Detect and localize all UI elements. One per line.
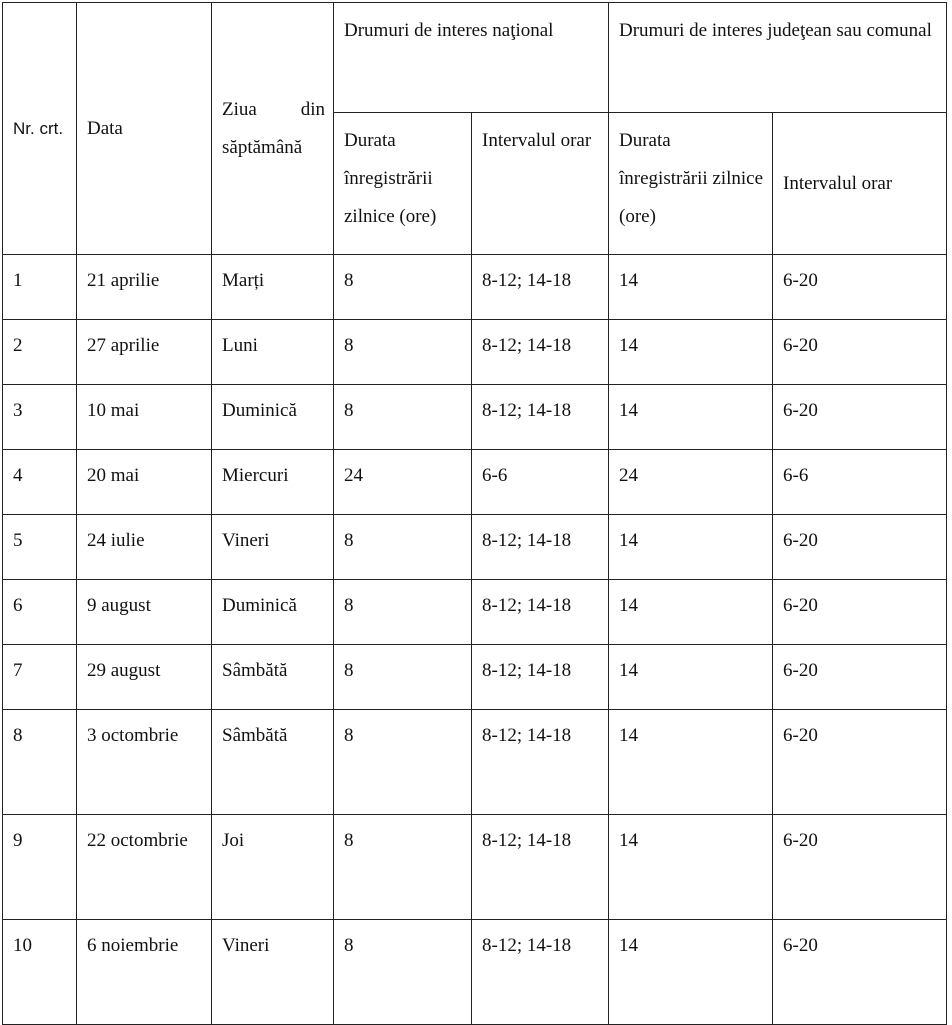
cell-dj-interval: 6-6 bbox=[773, 450, 947, 515]
header-dn-durata: Durata înregistrării zilnice (ore) bbox=[334, 113, 472, 255]
cell-nr: 4 bbox=[3, 450, 77, 515]
cell-dj-durata: 14 bbox=[609, 385, 773, 450]
header-group-judetean: Drumuri de interes judeţean sau comunal bbox=[609, 3, 947, 113]
cell-dn-interval: 8-12; 14-18 bbox=[472, 385, 609, 450]
cell-dn-durata: 8 bbox=[334, 920, 472, 1025]
cell-dj-interval: 6-20 bbox=[773, 710, 947, 815]
table-row bbox=[3, 385, 947, 450]
header-group-national: Drumuri de interes naţional bbox=[334, 3, 609, 113]
cell-dn-interval: 8-12; 14-18 bbox=[472, 515, 609, 580]
cell-data: 22 octombrie bbox=[77, 815, 212, 920]
cell-data: 9 august bbox=[77, 580, 212, 645]
cell-dj-durata: 14 bbox=[609, 815, 773, 920]
cell-dj-interval: 6-20 bbox=[773, 385, 947, 450]
table-row bbox=[3, 320, 947, 385]
cell-dj-durata: 14 bbox=[609, 580, 773, 645]
cell-dj-durata: 14 bbox=[609, 645, 773, 710]
cell-ziua: Sâmbătă bbox=[212, 645, 334, 710]
header-dn-interval: Intervalul orar bbox=[472, 113, 609, 255]
cell-dn-durata: 8 bbox=[334, 320, 472, 385]
table-row bbox=[3, 920, 947, 1025]
header-dj-durata: Durata înregistrării zilnice (ore) bbox=[609, 113, 773, 255]
cell-ziua: Miercuri bbox=[212, 450, 334, 515]
cell-dn-interval: 8-12; 14-18 bbox=[472, 255, 609, 320]
traffic-recording-schedule-table bbox=[2, 2, 947, 1025]
cell-dj-durata: 14 bbox=[609, 320, 773, 385]
cell-nr: 1 bbox=[3, 255, 77, 320]
cell-ziua: Duminică bbox=[212, 385, 334, 450]
table-row bbox=[3, 255, 947, 320]
cell-ziua: Joi bbox=[212, 815, 334, 920]
header-ziua: Ziua din săptămână bbox=[212, 3, 334, 255]
cell-ziua: Marți bbox=[212, 255, 334, 320]
cell-data: 20 mai bbox=[77, 450, 212, 515]
cell-dn-durata: 8 bbox=[334, 385, 472, 450]
cell-dn-interval: 6-6 bbox=[472, 450, 609, 515]
table-row bbox=[3, 515, 947, 580]
cell-dj-durata: 14 bbox=[609, 515, 773, 580]
cell-dj-interval: 6-20 bbox=[773, 815, 947, 920]
cell-dn-durata: 8 bbox=[334, 255, 472, 320]
cell-nr: 2 bbox=[3, 320, 77, 385]
cell-dn-interval: 8-12; 14-18 bbox=[472, 815, 609, 920]
cell-nr: 5 bbox=[3, 515, 77, 580]
cell-dn-durata: 8 bbox=[334, 645, 472, 710]
cell-dj-interval: 6-20 bbox=[773, 580, 947, 645]
cell-dj-durata: 24 bbox=[609, 450, 773, 515]
cell-dn-durata: 8 bbox=[334, 815, 472, 920]
cell-dn-interval: 8-12; 14-18 bbox=[472, 580, 609, 645]
cell-nr: 8 bbox=[3, 710, 77, 815]
cell-dj-durata: 14 bbox=[609, 255, 773, 320]
cell-ziua: Vineri bbox=[212, 515, 334, 580]
cell-dj-interval: 6-20 bbox=[773, 645, 947, 710]
cell-nr: 9 bbox=[3, 815, 77, 920]
cell-dj-interval: 6-20 bbox=[773, 320, 947, 385]
cell-data: 21 aprilie bbox=[77, 255, 212, 320]
cell-ziua: Luni bbox=[212, 320, 334, 385]
cell-dn-interval: 8-12; 14-18 bbox=[472, 320, 609, 385]
cell-data: 27 aprilie bbox=[77, 320, 212, 385]
cell-dn-durata: 24 bbox=[334, 450, 472, 515]
table-row bbox=[3, 815, 947, 920]
cell-data: 10 mai bbox=[77, 385, 212, 450]
cell-dn-interval: 8-12; 14-18 bbox=[472, 645, 609, 710]
cell-ziua: Duminică bbox=[212, 580, 334, 645]
cell-dn-durata: 8 bbox=[334, 710, 472, 815]
cell-ziua: Sâmbătă bbox=[212, 710, 334, 815]
header-dj-interval: Intervalul orar bbox=[773, 113, 947, 255]
cell-dn-durata: 8 bbox=[334, 515, 472, 580]
cell-data: 6 noiembrie bbox=[77, 920, 212, 1025]
cell-dn-interval: 8-12; 14-18 bbox=[472, 920, 609, 1025]
cell-data: 24 iulie bbox=[77, 515, 212, 580]
cell-dj-durata: 14 bbox=[609, 920, 773, 1025]
cell-dj-interval: 6-20 bbox=[773, 255, 947, 320]
cell-dn-interval: 8-12; 14-18 bbox=[472, 710, 609, 815]
document-page bbox=[2, 2, 947, 1025]
cell-data: 29 august bbox=[77, 645, 212, 710]
cell-nr: 10 bbox=[3, 920, 77, 1025]
header-nr-crt: Nr. crt. bbox=[3, 3, 77, 255]
table-row bbox=[3, 710, 947, 815]
table-row bbox=[3, 580, 947, 645]
cell-ziua: Vineri bbox=[212, 920, 334, 1025]
table-row bbox=[3, 645, 947, 710]
cell-dj-interval: 6-20 bbox=[773, 515, 947, 580]
cell-data: 3 octombrie bbox=[77, 710, 212, 815]
cell-nr: 7 bbox=[3, 645, 77, 710]
cell-dn-durata: 8 bbox=[334, 580, 472, 645]
cell-nr: 3 bbox=[3, 385, 77, 450]
header-data: Data bbox=[77, 3, 212, 255]
table-row bbox=[3, 450, 947, 515]
cell-nr: 6 bbox=[3, 580, 77, 645]
cell-dj-durata: 14 bbox=[609, 710, 773, 815]
cell-dj-interval: 6-20 bbox=[773, 920, 947, 1025]
